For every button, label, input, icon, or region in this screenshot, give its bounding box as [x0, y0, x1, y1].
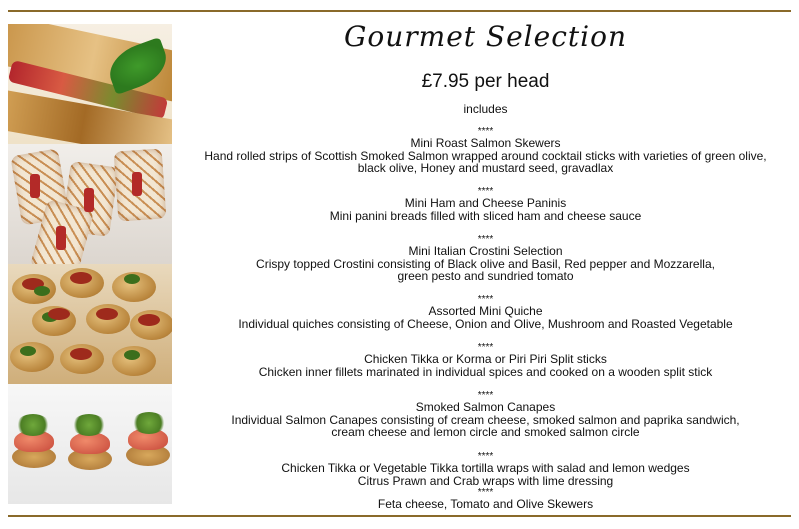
- menu-item-feta-skewers: [180, 487, 791, 511]
- item-description: Individual Salmon Canapes consisting of cream cheese, smoked salmon and paprika sandwich,: [231, 412, 740, 427]
- separator: ****: [477, 186, 494, 197]
- item-description: Individual quiches consisting of Cheese, Onion and Olive, Mushroom and Roasted Vegetable: [238, 316, 733, 331]
- includes-label: includes: [463, 102, 508, 116]
- item-name: Chicken Tikka or Vegetable Tikka tortilla wraps with salad and lemon wedges: [281, 461, 690, 475]
- separator: ****: [477, 451, 494, 462]
- menu-item-tortilla-wraps: [180, 451, 791, 487]
- panini-photo: [8, 24, 172, 144]
- separator: ****: [477, 126, 494, 137]
- salmon-canapes-photo: [8, 384, 172, 504]
- menu-item-ham-cheese-paninis: [180, 186, 791, 222]
- separator: ****: [477, 342, 494, 353]
- item-name: Mini Italian Crostini Selection: [408, 244, 563, 258]
- separator: ****: [477, 294, 494, 305]
- separator: ****: [477, 487, 494, 498]
- item-description: cream cheese and lemon circle and smoked salmon circle: [331, 425, 640, 439]
- top-divider: [8, 10, 791, 12]
- item-description: Crispy topped Crostini consisting of Black olive and Basil, Red pepper and Mozzarella,: [256, 256, 715, 271]
- item-name: Mini Ham and Cheese Paninis: [404, 196, 567, 210]
- item-name: Mini Roast Salmon Skewers: [410, 136, 561, 150]
- menu-item-salmon-skewers: [180, 126, 791, 175]
- menu-item-salmon-canapes: [180, 390, 791, 439]
- item-description: Hand rolled strips of Scottish Smoked Salmon wrapped around cocktail sticks with varieties of green olive,: [204, 148, 767, 163]
- crostini-photo: [8, 264, 172, 384]
- item-description: Chicken inner fillets marinated in individual spices and cooked on a wooden split stick: [258, 364, 713, 379]
- separator: ****: [477, 234, 494, 245]
- separator: ****: [477, 390, 494, 401]
- pastry-rolls-photo: [8, 144, 172, 264]
- price-per-head: £7.95 per head: [421, 71, 550, 92]
- item-description: black olive, Honey and mustard seed, gravadlax: [357, 161, 614, 175]
- menu-title: Gourmet Selection: [344, 20, 627, 53]
- item-description: Mini panini breads filled with sliced ham and cheese sauce: [329, 208, 642, 223]
- item-name: Assorted Mini Quiche: [428, 304, 543, 318]
- item-description: Citrus Prawn and Crab wraps with lime dressing: [357, 473, 614, 488]
- item-description: green pesto and sundried tomato: [397, 269, 574, 283]
- menu-item-mini-quiche: [180, 294, 791, 330]
- item-name: Feta cheese, Tomato and Olive Skewers: [377, 497, 594, 511]
- menu-item-chicken-split-sticks: [180, 342, 791, 378]
- bottom-divider: [8, 515, 791, 517]
- food-photo-column: [8, 24, 172, 504]
- item-name: Chicken Tikka or Korma or Piri Piri Split sticks: [364, 352, 607, 366]
- menu-item-crostini: [180, 234, 791, 283]
- item-name: Smoked Salmon Canapes: [415, 400, 556, 414]
